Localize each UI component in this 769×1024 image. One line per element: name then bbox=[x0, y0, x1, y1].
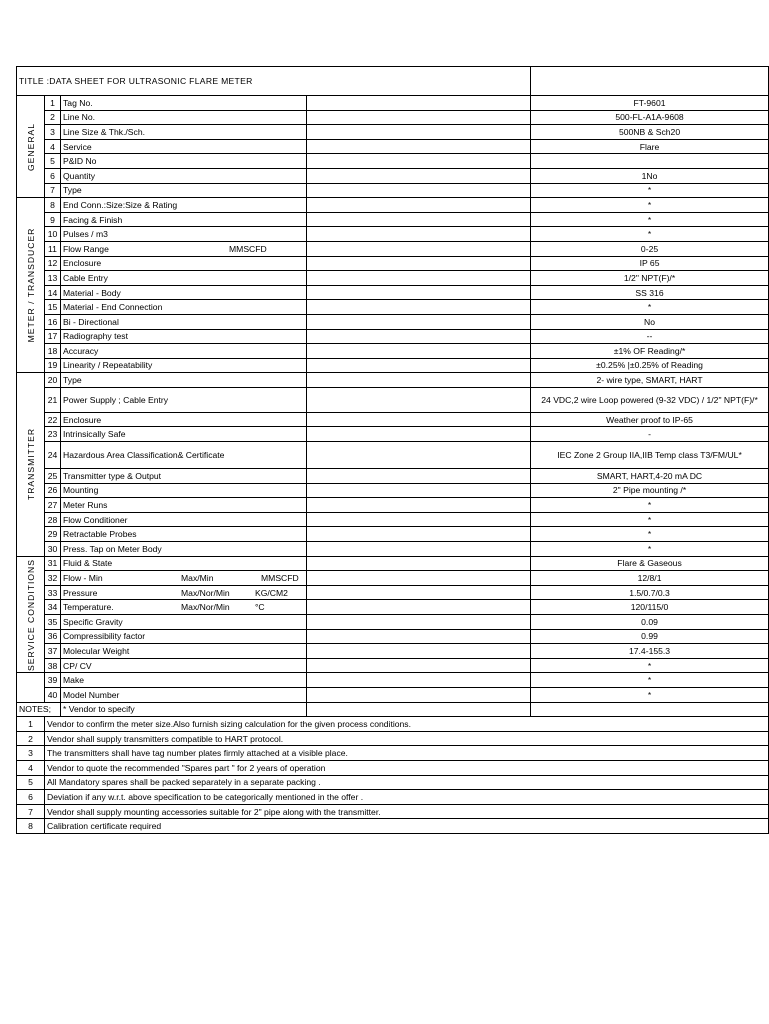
note-text: Vendor to confirm the meter size.Also furnish sizing calculation for the given process conditions. bbox=[45, 717, 769, 732]
table-row bbox=[17, 154, 769, 169]
table-row bbox=[17, 527, 769, 542]
parameter-cell bbox=[61, 658, 307, 673]
parameter-cell bbox=[61, 387, 307, 412]
value-cell: * bbox=[531, 183, 769, 198]
blank-cell bbox=[307, 241, 531, 256]
parameter-cell bbox=[61, 427, 307, 442]
parameter-qualifier: MMSCFD bbox=[229, 243, 267, 254]
value-cell: SMART, HART,4-20 mA DC bbox=[531, 469, 769, 484]
data-sheet bbox=[16, 66, 768, 834]
blank-cell bbox=[307, 154, 531, 169]
blank-cell bbox=[307, 512, 531, 527]
parameter-cell bbox=[61, 373, 307, 388]
parameter-cell bbox=[61, 314, 307, 329]
table-row bbox=[17, 658, 769, 673]
table-row bbox=[17, 241, 769, 256]
table-row bbox=[17, 125, 769, 140]
value-cell: 0.99 bbox=[531, 629, 769, 644]
row-number: 14 bbox=[45, 285, 61, 300]
note-number: 3 bbox=[17, 746, 45, 761]
parameter-label: Pressure bbox=[63, 587, 98, 598]
parameter-label: Temperature. bbox=[63, 602, 114, 613]
table-row bbox=[17, 585, 769, 600]
parameter-qualifier: Max/Nor/Min bbox=[181, 602, 230, 613]
parameter-unit: MMSCFD bbox=[261, 573, 299, 584]
row-number: 18 bbox=[45, 344, 61, 359]
table-row bbox=[17, 571, 769, 586]
blank-cell bbox=[307, 329, 531, 344]
row-number: 30 bbox=[45, 542, 61, 557]
table-row bbox=[17, 427, 769, 442]
blank-cell bbox=[307, 373, 531, 388]
blank-cell bbox=[307, 673, 531, 688]
row-number: 12 bbox=[45, 256, 61, 271]
row-number: 33 bbox=[45, 585, 61, 600]
parameter-label: Compressibility factor bbox=[63, 631, 146, 642]
blank-cell bbox=[307, 285, 531, 300]
row-number: 38 bbox=[45, 658, 61, 673]
blank-cell bbox=[307, 183, 531, 198]
table-row bbox=[17, 615, 769, 630]
value-cell: IP 65 bbox=[531, 256, 769, 271]
parameter-label: Molecular Weight bbox=[63, 645, 130, 656]
blank-cell bbox=[307, 542, 531, 557]
note-text: Calibration certificate required bbox=[45, 819, 769, 834]
section-label: SERVICE CONDITIONS bbox=[25, 558, 36, 671]
blank-cell bbox=[307, 212, 531, 227]
row-number: 1 bbox=[45, 96, 61, 111]
note-row bbox=[17, 731, 769, 746]
blank-cell bbox=[307, 168, 531, 183]
parameter-cell bbox=[61, 154, 307, 169]
parameter-cell bbox=[61, 527, 307, 542]
section-blank bbox=[17, 673, 45, 702]
table-row bbox=[17, 512, 769, 527]
value-cell: 17.4-155.3 bbox=[531, 644, 769, 659]
table-row bbox=[17, 285, 769, 300]
value-cell: IEC Zone 2 Group IIA,IIB Temp class T3/FM/UL* bbox=[531, 442, 769, 469]
blank-cell bbox=[307, 571, 531, 586]
sheet-title: TITLE :DATA SHEET FOR ULTRASONIC FLARE METER bbox=[17, 67, 531, 96]
row-number: 17 bbox=[45, 329, 61, 344]
parameter-label: Bi - Directional bbox=[63, 316, 119, 327]
table-row bbox=[17, 556, 769, 571]
blank-cell bbox=[307, 314, 531, 329]
blank-cell bbox=[307, 256, 531, 271]
table-row bbox=[17, 600, 769, 615]
row-number: 23 bbox=[45, 427, 61, 442]
note-text: Deviation if any w.r.t. above specification to be categorically mentioned in the offer . bbox=[45, 790, 769, 805]
parameter-cell bbox=[61, 673, 307, 688]
row-number: 27 bbox=[45, 498, 61, 513]
note-number: 5 bbox=[17, 775, 45, 790]
row-number: 5 bbox=[45, 154, 61, 169]
section-label: TRANSMITTER bbox=[25, 428, 36, 501]
parameter-cell bbox=[61, 96, 307, 111]
section-transmitter bbox=[17, 373, 45, 556]
row-number: 13 bbox=[45, 271, 61, 286]
section-general bbox=[17, 96, 45, 198]
parameter-cell bbox=[61, 198, 307, 213]
parameter-cell bbox=[61, 271, 307, 286]
value-cell: No bbox=[531, 314, 769, 329]
row-number: 4 bbox=[45, 139, 61, 154]
table-row bbox=[17, 469, 769, 484]
table-row bbox=[17, 183, 769, 198]
row-number: 7 bbox=[45, 183, 61, 198]
value-cell: 2" Pipe mounting /* bbox=[531, 483, 769, 498]
parameter-cell bbox=[61, 571, 307, 586]
blank-cell bbox=[307, 469, 531, 484]
row-number: 39 bbox=[45, 673, 61, 688]
table-row bbox=[17, 271, 769, 286]
parameter-qualifier: Max/Min bbox=[181, 573, 214, 584]
parameter-label: Quantity bbox=[63, 170, 96, 181]
row-number: 11 bbox=[45, 241, 61, 256]
row-number: 6 bbox=[45, 168, 61, 183]
table-row bbox=[17, 227, 769, 242]
table-row bbox=[17, 300, 769, 315]
table-row bbox=[17, 256, 769, 271]
title-blank-cell bbox=[531, 67, 769, 96]
parameter-label: Cable Entry bbox=[63, 272, 108, 283]
value-cell: 2- wire type, SMART, HART bbox=[531, 373, 769, 388]
row-number: 37 bbox=[45, 644, 61, 659]
parameter-label: P&ID No bbox=[63, 156, 97, 167]
blank-cell bbox=[307, 358, 531, 373]
parameter-cell bbox=[61, 125, 307, 140]
parameter-cell bbox=[61, 615, 307, 630]
table-row bbox=[17, 442, 769, 469]
blank-cell bbox=[307, 427, 531, 442]
blank-cell bbox=[307, 110, 531, 125]
parameter-cell bbox=[61, 212, 307, 227]
note-number: 6 bbox=[17, 790, 45, 805]
note-row bbox=[17, 746, 769, 761]
notes-header-row bbox=[17, 702, 769, 717]
table-row bbox=[17, 344, 769, 359]
parameter-label: Transmitter type & Output bbox=[63, 470, 162, 481]
blank-cell bbox=[307, 344, 531, 359]
value-cell: 120/115/0 bbox=[531, 600, 769, 615]
value-cell: * bbox=[531, 212, 769, 227]
row-number: 34 bbox=[45, 600, 61, 615]
parameter-cell bbox=[61, 241, 307, 256]
value-cell: 1/2" NPT(F)/* bbox=[531, 271, 769, 286]
parameter-cell bbox=[61, 183, 307, 198]
parameter-label: Linearity / Repeatability bbox=[63, 360, 153, 371]
parameter-label: Press. Tap on Meter Body bbox=[63, 543, 162, 554]
row-number: 32 bbox=[45, 571, 61, 586]
parameter-label: Fluid & State bbox=[63, 558, 113, 569]
parameter-label: Power Supply ; Cable Entry bbox=[63, 394, 169, 405]
note-text: The transmitters shall have tag number plates firmly attached at a visible place. bbox=[45, 746, 769, 761]
parameter-cell bbox=[61, 498, 307, 513]
blank-cell bbox=[307, 687, 531, 702]
row-number: 26 bbox=[45, 483, 61, 498]
blank-cell bbox=[307, 387, 531, 412]
notes-label: NOTES; bbox=[17, 702, 45, 717]
section-label: GENERAL bbox=[25, 122, 36, 171]
table-row bbox=[17, 358, 769, 373]
blank-cell bbox=[307, 527, 531, 542]
value-cell: * bbox=[531, 300, 769, 315]
note-text: All Mandatory spares shall be packed separately in a separate packing . bbox=[45, 775, 769, 790]
parameter-label: Line Size & Thk./Sch. bbox=[63, 126, 146, 137]
note-text: Vendor shall supply transmitters compatible to HART protocol. bbox=[45, 731, 769, 746]
row-number: 16 bbox=[45, 314, 61, 329]
parameter-label: Make bbox=[63, 675, 85, 686]
row-number: 20 bbox=[45, 373, 61, 388]
parameter-cell bbox=[61, 110, 307, 125]
blank-cell bbox=[307, 600, 531, 615]
value-cell: FT-9601 bbox=[531, 96, 769, 111]
value-cell: * bbox=[531, 227, 769, 242]
note-row bbox=[17, 804, 769, 819]
parameter-cell bbox=[61, 600, 307, 615]
value-cell: Flare bbox=[531, 139, 769, 154]
parameter-cell bbox=[61, 644, 307, 659]
parameter-cell bbox=[61, 629, 307, 644]
parameter-cell bbox=[61, 300, 307, 315]
note-text: Vendor shall supply mounting accessories suitable for 2" pipe along with the transmitter. bbox=[45, 804, 769, 819]
parameter-label: Type bbox=[63, 185, 82, 196]
note-text: Vendor to quote the recommended "Spares part " for 2 years of operation bbox=[45, 760, 769, 775]
blank-cell bbox=[307, 442, 531, 469]
section-service bbox=[17, 556, 45, 673]
table-row bbox=[17, 168, 769, 183]
row-number: 29 bbox=[45, 527, 61, 542]
parameter-cell bbox=[61, 285, 307, 300]
note-number: 7 bbox=[17, 804, 45, 819]
value-cell: 500-FL-A1A-9608 bbox=[531, 110, 769, 125]
parameter-qualifier: Max/Nor/Min bbox=[181, 587, 230, 598]
table-row bbox=[17, 314, 769, 329]
value-cell: 0-25 bbox=[531, 241, 769, 256]
value-cell: 1No bbox=[531, 168, 769, 183]
row-number: 8 bbox=[45, 198, 61, 213]
parameter-unit: KG/CM2 bbox=[255, 587, 288, 598]
parameter-cell bbox=[61, 358, 307, 373]
parameter-cell bbox=[61, 139, 307, 154]
parameter-cell bbox=[61, 542, 307, 557]
blank-cell bbox=[307, 644, 531, 659]
parameter-cell bbox=[61, 512, 307, 527]
row-number: 21 bbox=[45, 387, 61, 412]
table-row bbox=[17, 687, 769, 702]
row-number: 9 bbox=[45, 212, 61, 227]
blank-cell bbox=[307, 483, 531, 498]
value-cell bbox=[531, 154, 769, 169]
row-number: 31 bbox=[45, 556, 61, 571]
blank-cell bbox=[307, 412, 531, 427]
blank-cell bbox=[307, 556, 531, 571]
table-row bbox=[17, 412, 769, 427]
row-number: 36 bbox=[45, 629, 61, 644]
parameter-cell bbox=[61, 469, 307, 484]
parameter-cell bbox=[61, 442, 307, 469]
value-cell: 12/8/1 bbox=[531, 571, 769, 586]
parameter-label: Pulses / m3 bbox=[63, 229, 108, 240]
note-number: 2 bbox=[17, 731, 45, 746]
table-row bbox=[17, 329, 769, 344]
note-number: 1 bbox=[17, 717, 45, 732]
table-row bbox=[17, 483, 769, 498]
table-row bbox=[17, 542, 769, 557]
row-number: 25 bbox=[45, 469, 61, 484]
value-cell: 24 VDC,2 wire Loop powered (9-32 VDC) / 1/2" NPT(F)/* bbox=[531, 387, 769, 412]
row-number: 19 bbox=[45, 358, 61, 373]
table-row bbox=[17, 387, 769, 412]
table-row bbox=[17, 212, 769, 227]
parameter-cell bbox=[61, 483, 307, 498]
table-row bbox=[17, 498, 769, 513]
value-cell: * bbox=[531, 527, 769, 542]
blank-cell bbox=[307, 585, 531, 600]
value-cell: * bbox=[531, 498, 769, 513]
blank-cell bbox=[307, 300, 531, 315]
parameter-label: Flow - Min bbox=[63, 573, 103, 584]
parameter-label: Model Number bbox=[63, 689, 120, 700]
value-cell: - bbox=[531, 427, 769, 442]
value-cell: * bbox=[531, 198, 769, 213]
table-row bbox=[17, 644, 769, 659]
blank-cell bbox=[307, 139, 531, 154]
row-number: 22 bbox=[45, 412, 61, 427]
parameter-label: Radiography test bbox=[63, 331, 128, 342]
value-cell: SS 316 bbox=[531, 285, 769, 300]
parameter-label: Material - End Connection bbox=[63, 302, 163, 313]
parameter-label: Specific Gravity bbox=[63, 616, 123, 627]
table-row bbox=[17, 198, 769, 213]
parameter-cell bbox=[61, 344, 307, 359]
parameter-label: Enclosure bbox=[63, 258, 102, 269]
parameter-cell bbox=[61, 256, 307, 271]
note-row bbox=[17, 775, 769, 790]
table-row bbox=[17, 110, 769, 125]
table-row bbox=[17, 629, 769, 644]
blank-cell bbox=[307, 658, 531, 673]
blank-cell bbox=[307, 227, 531, 242]
parameter-unit: °C bbox=[255, 602, 265, 613]
parameter-label: End Conn.:Size:Size & Rating bbox=[63, 199, 178, 210]
blank-cell bbox=[307, 96, 531, 111]
note-row bbox=[17, 760, 769, 775]
row-number: 35 bbox=[45, 615, 61, 630]
row-number: 2 bbox=[45, 110, 61, 125]
blank-cell bbox=[307, 615, 531, 630]
parameter-label: Meter Runs bbox=[63, 500, 108, 511]
parameter-label: Mounting bbox=[63, 485, 99, 496]
parameter-label: Tag No. bbox=[63, 97, 93, 108]
value-cell: * bbox=[531, 658, 769, 673]
blank-cell bbox=[307, 198, 531, 213]
row-number: 28 bbox=[45, 512, 61, 527]
value-cell: Flare & Gaseous bbox=[531, 556, 769, 571]
parameter-label: Type bbox=[63, 375, 82, 386]
parameter-cell bbox=[61, 168, 307, 183]
parameter-label: Facing & Finish bbox=[63, 214, 123, 225]
parameter-label: Enclosure bbox=[63, 414, 102, 425]
row-number: 15 bbox=[45, 300, 61, 315]
blank-cell bbox=[307, 498, 531, 513]
table-row bbox=[17, 96, 769, 111]
parameter-cell bbox=[61, 556, 307, 571]
row-number: 10 bbox=[45, 227, 61, 242]
parameter-cell bbox=[61, 329, 307, 344]
table-row bbox=[17, 373, 769, 388]
value-cell: Weather proof to IP-65 bbox=[531, 412, 769, 427]
value-cell: * bbox=[531, 673, 769, 688]
parameter-label: Hazardous Area Classification& Certificate bbox=[63, 450, 225, 461]
row-number: 3 bbox=[45, 125, 61, 140]
blank-cell bbox=[307, 629, 531, 644]
value-cell: 0.09 bbox=[531, 615, 769, 630]
parameter-label: Service bbox=[63, 141, 92, 152]
value-cell: * bbox=[531, 512, 769, 527]
title-row bbox=[17, 67, 769, 96]
parameter-cell bbox=[61, 687, 307, 702]
value-cell: * bbox=[531, 542, 769, 557]
value-cell: 1.5/0.7/0.3 bbox=[531, 585, 769, 600]
parameter-label: CP/ CV bbox=[63, 660, 92, 671]
note-row bbox=[17, 790, 769, 805]
parameter-label: Intrinsically Safe bbox=[63, 429, 126, 440]
notes-vendor-specify: * Vendor to specify bbox=[61, 702, 307, 717]
blank-cell bbox=[307, 125, 531, 140]
note-number: 8 bbox=[17, 819, 45, 834]
parameter-label: Line No. bbox=[63, 112, 96, 123]
value-cell: ±0.25% |±0.25% of Reading bbox=[531, 358, 769, 373]
blank-cell bbox=[307, 271, 531, 286]
note-row bbox=[17, 717, 769, 732]
data-sheet-table bbox=[16, 66, 769, 834]
value-cell: -- bbox=[531, 329, 769, 344]
value-cell: ±1% OF Reading/* bbox=[531, 344, 769, 359]
parameter-label: Retractable Probes bbox=[63, 529, 137, 540]
note-number: 4 bbox=[17, 760, 45, 775]
row-number: 40 bbox=[45, 687, 61, 702]
note-row bbox=[17, 819, 769, 834]
section-label: METER / TRANSDUCER bbox=[25, 227, 36, 343]
parameter-cell bbox=[61, 412, 307, 427]
value-cell: 500NB & Sch20 bbox=[531, 125, 769, 140]
row-number: 24 bbox=[45, 442, 61, 469]
parameter-label: Flow Conditioner bbox=[63, 514, 128, 525]
value-cell: * bbox=[531, 687, 769, 702]
parameter-cell bbox=[61, 585, 307, 600]
parameter-label: Flow Range bbox=[63, 243, 109, 254]
table-row bbox=[17, 673, 769, 688]
table-row bbox=[17, 139, 769, 154]
parameter-label: Material - Body bbox=[63, 287, 121, 298]
section-meter bbox=[17, 198, 45, 373]
parameter-label: Accuracy bbox=[63, 345, 99, 356]
parameter-cell bbox=[61, 227, 307, 242]
